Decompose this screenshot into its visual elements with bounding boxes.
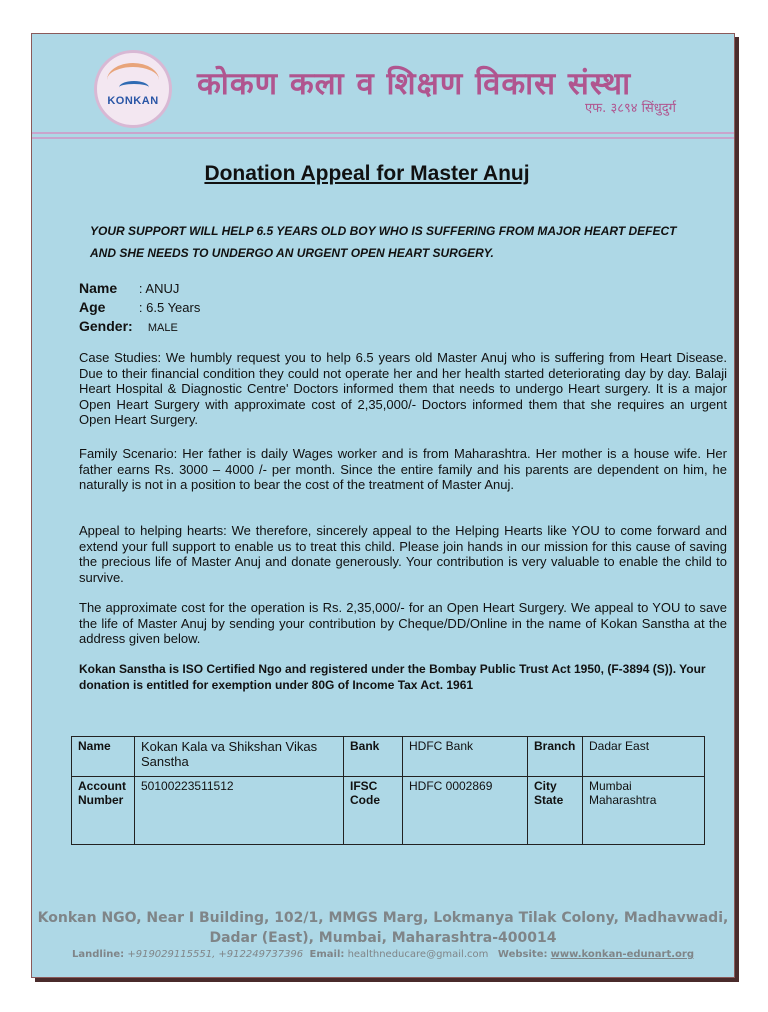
patient-name-row (79, 280, 179, 296)
bank-label: Bank (344, 737, 403, 777)
konkan-logo (94, 50, 172, 128)
gender-label: Gender: (79, 318, 133, 334)
footer-contacts (32, 949, 734, 960)
website-link[interactable]: www.konkan-edunart.org (550, 949, 694, 960)
bank-name-label: Name (72, 737, 135, 777)
bank-details-table (71, 736, 705, 845)
family-scenario-paragraph: Family Scenario: Her father is daily Wages worker and is from Maharashtra. Her mother is a house wife. Her father earns Rs. 3000 – 4000 /- per month. Since the entire family and his parents are dependent on him, he naturally is not in a position to bear the cost of the treatment of Master Anuj. (79, 446, 727, 492)
email-label: Email: (309, 949, 345, 960)
org-name: कोकण कला व शिक्षण विकास संस्था (197, 66, 632, 102)
header-divider-top (32, 132, 734, 134)
document-page (31, 33, 735, 978)
letterhead (32, 34, 734, 139)
iso-registration-note: Kokan Sanstha is ISO Certified Ngo and registered under the Bombay Public Trust Act 1950, (F-3894 (S)). Your donation is entitled for exemption under 80G of Income Tax Act. 1961 (79, 662, 706, 692)
name-label: Name (79, 280, 118, 296)
bank-row-1 (72, 737, 705, 777)
org-registration: एफ. ३८९४ सिंधुदुर्ग (584, 101, 676, 116)
bank-name-value: Kokan Kala va Shikshan Vikas Sanstha (135, 737, 344, 777)
footer-address: Konkan NGO, Near I Building, 102/1, MMGS Marg, Lokmanya Tilak Colony, Madhavwadi, Dadar (East), Mumbai, Maharashtra-400014 (37, 910, 729, 946)
page-title: Donation Appeal for Master Anuj (204, 162, 530, 185)
city-value: Mumbai Maharashtra (583, 777, 705, 845)
logo-bird-icon (119, 81, 149, 94)
landline-label: Landline: (72, 949, 125, 960)
header-divider-bottom (32, 137, 734, 139)
ifsc-value: HDFC 0002869 (403, 777, 528, 845)
case-studies-paragraph: Case Studies: We humbly request you to help 6.5 years old Master Anuj who is suffering from Heart Disease. Due to their financial condition they could not operate her and her health started deteriorating day by day. Balaji Heart Hospital & Diagnostic Centre' Doctors informed them that needs to undergo Heart surgery. It is a major Open Heart Surgery with approximate cost of 2,35,000/- Doctors informed them that she requires an urgent Open Heart Surgery. (79, 350, 727, 427)
city-label: City State (528, 777, 583, 845)
ifsc-label: IFSC Code (344, 777, 403, 845)
support-statement: YOUR SUPPORT WILL HELP 6.5 YEARS OLD BOY WHO IS SUFFERING FROM MAJOR HEART DEFECT AND SHE NEEDS TO UNDERGO AN URGENT OPEN HEART SURGERY. (90, 224, 677, 260)
website-label: Website: (497, 949, 548, 960)
branch-value: Dadar East (583, 737, 705, 777)
bank-value: HDFC Bank (403, 737, 528, 777)
landline-value: +919029115551, +912249737396 (127, 949, 304, 960)
account-value: 50100223511512 (135, 777, 344, 845)
patient-gender-row (79, 318, 178, 334)
cost-paragraph: The approximate cost for the operation is Rs. 2,35,000/- for an Open Heart Surgery. We appeal to YOU to save the life of Master Anuj by sending your contribution by Cheque/DD/Online in the name of Kokan Sanstha at the address given below. (79, 600, 727, 646)
age-label: Age (79, 299, 106, 315)
appeal-paragraph: Appeal to helping hearts: We therefore, sincerely appeal to the Helping Hearts like YOU to come forward and extend your full support to enable us to treat this child. Please join hands in our mission for this cause of saving the precious life of Master Anuj and donate generously. Your contribution is very valuable to enable the child to survive. (79, 523, 727, 585)
age-value: : 6.5 Years (138, 300, 201, 315)
logo-text: KONKAN (107, 95, 159, 107)
bank-row-2 (72, 777, 705, 845)
branch-label: Branch (528, 737, 583, 777)
patient-age-row (79, 299, 200, 315)
account-label: Account Number (72, 777, 135, 845)
name-value: : ANUJ (138, 281, 180, 296)
email-value: healthneducare@gmail.com (347, 949, 489, 960)
gender-value: MALE (147, 322, 178, 334)
